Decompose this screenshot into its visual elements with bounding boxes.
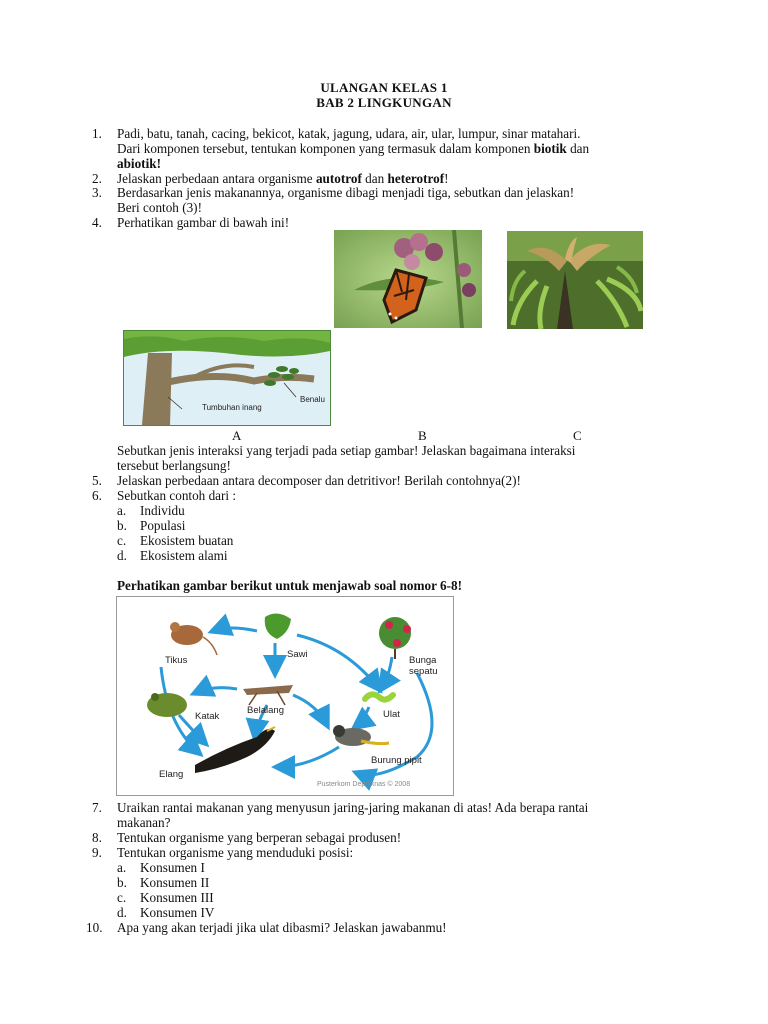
label-katak: Katak xyxy=(195,711,220,722)
q9-item-text: Konsumen IV xyxy=(140,905,215,920)
label-belalang: Belalang xyxy=(247,705,284,716)
q9-item-label: b. xyxy=(117,875,127,890)
q1-line2: Dari komponen tersebut, tentukan komponen yang termasuk dalam komponen biotik dan xyxy=(117,141,590,156)
q10-number: 10. xyxy=(86,920,103,935)
q1-line3: abiotik! xyxy=(117,156,161,171)
q1-number: 1. xyxy=(92,126,102,141)
q8-number: 8. xyxy=(92,830,102,845)
q7-number: 7. xyxy=(92,800,102,815)
q6-item-text: Ekosistem buatan xyxy=(140,533,234,548)
food-web-diagram xyxy=(116,596,454,796)
q4-line1: Perhatikan gambar di bawah ini! xyxy=(117,215,290,230)
q6-item-label: d. xyxy=(117,548,127,563)
q9-item-label: c. xyxy=(117,890,127,905)
q4-line2: Sebutkan jenis interaksi yang terjadi pada setiap gambar! Jelaskan bagaimana interaksi xyxy=(117,443,576,458)
q3-line1: Berdasarkan jenis makanannya, organisme dibagi menjadi tiga, sebutkan dan jelaskan! xyxy=(117,185,575,200)
title-line-1: ULANGAN KELAS 1 xyxy=(320,80,448,95)
q5-line1: Jelaskan perbedaan antara decomposer dan detritivor! Berilah contohnya(2)! xyxy=(117,473,521,488)
butterfly-image xyxy=(334,230,482,328)
q9-item-text: Konsumen III xyxy=(140,890,214,905)
q9-number: 9. xyxy=(92,845,102,860)
label-benalu: Benalu xyxy=(300,395,325,404)
label-b: B xyxy=(418,428,427,443)
q3-number: 3. xyxy=(92,185,102,200)
q6-item-text: Populasi xyxy=(140,518,186,533)
q9-item-label: d. xyxy=(117,905,127,920)
q7-line2: makanan? xyxy=(117,815,171,830)
q6-line1: Sebutkan contoh dari : xyxy=(117,488,237,503)
q4-number: 4. xyxy=(92,215,102,230)
label-burung-pipit: Burung pipit xyxy=(371,755,422,766)
q5-number: 5. xyxy=(92,473,102,488)
fern-on-tree-image xyxy=(507,231,643,329)
label-a: A xyxy=(232,428,242,443)
q2-line1: Jelaskan perbedaan antara organisme autotrof dan heterotrof! xyxy=(117,171,449,186)
q10-line1: Apa yang akan terjadi jika ulat dibasmi? Jelaskan jawabanmu! xyxy=(117,920,447,935)
label-c: C xyxy=(573,428,582,443)
q7-line1: Uraikan rantai makanan yang menyusun jaring-jaring makanan di atas! Ada berapa rantai xyxy=(117,800,589,815)
q4-line3: tersebut berlangsung! xyxy=(117,458,231,473)
q6-number: 6. xyxy=(92,488,102,503)
label-tikus: Tikus xyxy=(165,655,188,666)
tree-parasite-image xyxy=(123,330,331,426)
q6-item-text: Ekosistem alami xyxy=(140,548,228,563)
q6-item-label: b. xyxy=(117,518,127,533)
q9-item-text: Konsumen I xyxy=(140,860,205,875)
q2-number: 2. xyxy=(92,171,102,186)
foodweb-instruction: Perhatikan gambar berikut untuk menjawab soal nomor 6-8! xyxy=(117,578,462,593)
q8-line1: Tentukan organisme yang berperan sebagai produsen! xyxy=(117,830,402,845)
title-line-2: BAB 2 LINGKUNGAN xyxy=(316,95,452,110)
q3-line2: Beri contoh (3)! xyxy=(117,200,202,215)
q9-item-text: Konsumen II xyxy=(140,875,210,890)
label-ulat: Ulat xyxy=(383,709,400,720)
label-bunga-1: Bunga xyxy=(409,655,437,666)
label-tumbuhan-inang: Tumbuhan inang xyxy=(202,403,262,412)
q6-item-label: a. xyxy=(117,503,127,518)
image-credit: Pusterkom Depdiknas © 2008 xyxy=(317,781,411,788)
q9-line1: Tentukan organisme yang menduduki posisi: xyxy=(117,845,354,860)
q6-item-text: Individu xyxy=(140,503,185,518)
label-elang: Elang xyxy=(159,769,184,780)
q9-item-label: a. xyxy=(117,860,127,875)
q6-item-label: c. xyxy=(117,533,127,548)
label-bunga-2: sepatu xyxy=(409,666,438,677)
q1-line1: Padi, batu, tanah, cacing, bekicot, katak, jagung, udara, air, ular, lumpur, sinar matahari. xyxy=(117,126,581,141)
label-sawi: Sawi xyxy=(287,649,308,660)
